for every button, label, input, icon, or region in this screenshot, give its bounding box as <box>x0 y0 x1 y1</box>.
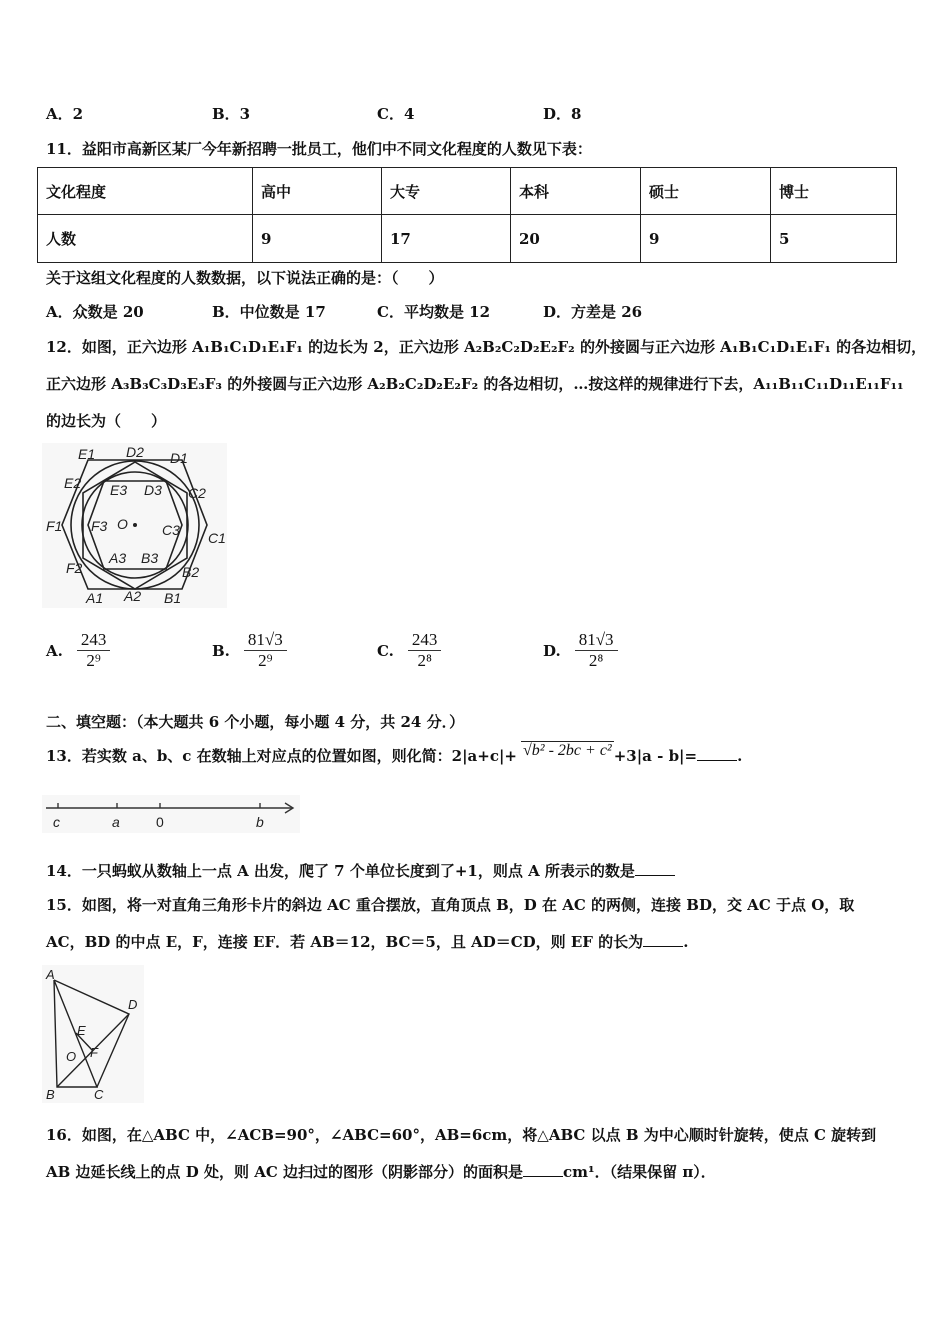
education-table <box>37 167 897 263</box>
fraction-denominator: 2⁸ <box>417 651 432 670</box>
table-cell: 9 <box>641 215 771 263</box>
label-c1: C1 <box>208 530 226 546</box>
q10-option-b: B．3 <box>212 105 251 123</box>
label-c3: C3 <box>162 522 180 538</box>
label-d3: D3 <box>144 482 162 498</box>
q11-stem: 11．益阳市高新区某厂今年新招聘一批员工，他们中不同文化程度的人数见下表： <box>46 140 592 158</box>
q16-line-1: 16．如图，在△ABC 中，∠ACB=90°，∠ABC=60°，AB=6cm，将△ABC 以点 B 为中心顺时针旋转，使点 C 旋转到 <box>46 1126 877 1144</box>
label-d2: D2 <box>126 444 144 460</box>
q11-option-a: A．众数是 20 <box>46 303 144 321</box>
q11-option-b: B．中位数是 17 <box>212 303 326 321</box>
table-cell: 文化程度 <box>38 168 253 215</box>
label-e: E <box>77 1023 86 1038</box>
q12-line-2: 正六边形 A₃B₃C₃D₃E₃F₃ 的外接圆与正六边形 A₂B₂C₂D₂E₂F₂ 的各边相切，…按这样的规律进行下去，A₁₁B₁₁C₁₁D₁₁E₁₁F₁₁ <box>46 375 904 393</box>
fraction-denominator: 2⁹ <box>86 651 101 670</box>
q10-option-a: A．2 <box>46 105 84 123</box>
label-c: C <box>94 1087 104 1102</box>
table-cell: 大专 <box>382 168 511 215</box>
answer-blank[interactable] <box>635 875 675 876</box>
table-cell: 9 <box>253 215 382 263</box>
axis-label-c: c <box>53 814 60 830</box>
q12-line-1: 12．如图，正六边形 A₁B₁C₁D₁E₁F₁ 的边长为 2，正六边形 A₂B₂C₂D₂E₂F₂ 的外接圆与正六边形 A₁B₁C₁D₁E₁F₁ 的各边相切， <box>46 338 927 356</box>
q12-option-a: A. $\frac{243}{\text{2⁹}}$ <box>46 630 110 671</box>
table-header-row <box>38 168 897 215</box>
axis-label-b: b <box>256 814 264 830</box>
label-f3: F3 <box>91 518 108 534</box>
fraction-numerator: 243 <box>77 630 111 651</box>
q13-radical: √b² - 2bc + c² <box>523 742 612 759</box>
label-d: D <box>128 997 138 1012</box>
q12-option-b: B. $\frac{81√3}{\text{2⁹}}$ <box>212 630 287 671</box>
q15-line-2: AC，BD 的中点 E，F，连接 EF．若 AB＝12，BC＝5，且 AD＝CD，则 EF 的长为 . <box>46 933 689 951</box>
table-cell: 20 <box>511 215 641 263</box>
label-a3: A3 <box>109 550 127 566</box>
label-f2: F2 <box>66 560 83 576</box>
table-cell: 人数 <box>38 215 253 263</box>
label-a1: A1 <box>86 590 104 606</box>
center-point <box>133 523 137 527</box>
table-row <box>38 215 897 263</box>
q10-option-d: D．8 <box>543 105 582 123</box>
fraction-denominator: 2⁸ <box>588 651 604 670</box>
q15-line-1: 15．如图，将一对直角三角形卡片的斜边 AC 重合摆放，直角顶点 B，D 在 AC 的两侧，连接 BD，交 AC 于点 O，取 <box>46 896 855 914</box>
fraction-numerator: 81√3 <box>244 630 287 651</box>
section-2-heading: 二、填空题：（本大题共 6 个小题，每小题 4 分，共 24 分．） <box>46 713 465 731</box>
axis-label-zero: 0 <box>156 814 164 830</box>
fraction-numerator: 81√3 <box>575 630 618 651</box>
q11-option-c: C．平均数是 12 <box>377 303 491 321</box>
q16-line-2: AB 边延长线上的点 D 处，则 AC 边扫过的图形（阴影部分）的面积是 cm¹．（结果保留 π）． <box>46 1163 716 1181</box>
number-line <box>42 795 300 833</box>
label-d1: D1 <box>170 450 188 466</box>
label-f: F <box>90 1045 98 1060</box>
label-e3: E3 <box>110 482 128 498</box>
label-f1: F1 <box>46 518 63 534</box>
table-cell: 本科 <box>511 168 641 215</box>
label-o: O <box>117 516 128 532</box>
q11-option-d: D．方差是 26 <box>543 303 643 321</box>
label-e2: E2 <box>64 475 82 491</box>
q12-option-d: D. $\frac{81√3}{\text{2⁸}}$ <box>543 630 618 671</box>
table-cell: 硕士 <box>641 168 771 215</box>
table-cell: 5 <box>771 215 897 263</box>
fraction-denominator: 2⁹ <box>258 651 273 670</box>
q10-option-c: C．4 <box>377 105 415 123</box>
label-b: B <box>46 1087 55 1102</box>
table-cell: 博士 <box>771 168 897 215</box>
table-cell: 高中 <box>253 168 382 215</box>
axis-label-a: a <box>112 814 120 830</box>
label-b1: B1 <box>164 590 182 606</box>
label-e1: E1 <box>78 446 96 462</box>
label-b3: B3 <box>141 550 159 566</box>
fraction-numerator: 243 <box>408 630 442 651</box>
answer-blank[interactable] <box>643 946 683 947</box>
answer-blank[interactable] <box>523 1176 563 1177</box>
answer-blank[interactable] <box>697 760 737 761</box>
q13-stem: 13．若实数 a、b、c 在数轴上对应点的位置如图，则化简：2|a+c|+ √b² - 2bc + c² +3|a - b|= . <box>46 742 743 765</box>
label-o: O <box>66 1049 77 1064</box>
label-c2: C2 <box>188 485 206 501</box>
hexagon-figure <box>42 443 227 608</box>
label-a: A <box>46 967 55 982</box>
q12-option-c: C. $\frac{243}{\text{2⁸}}$ <box>377 630 441 671</box>
q11-question: 关于这组文化程度的人数数据，以下说法正确的是：（ ） <box>46 269 444 287</box>
label-b2: B2 <box>182 564 200 580</box>
table-cell: 17 <box>382 215 511 263</box>
triangle-figure <box>42 965 144 1103</box>
label-a2: A2 <box>124 588 142 604</box>
q14-stem: 14．一只蚂蚁从数轴上一点 A 出发，爬了 7 个单位长度到了+1，则点 A 所表示的数是 <box>46 860 675 881</box>
q12-line-3: 的边长为（ ） <box>46 412 167 430</box>
